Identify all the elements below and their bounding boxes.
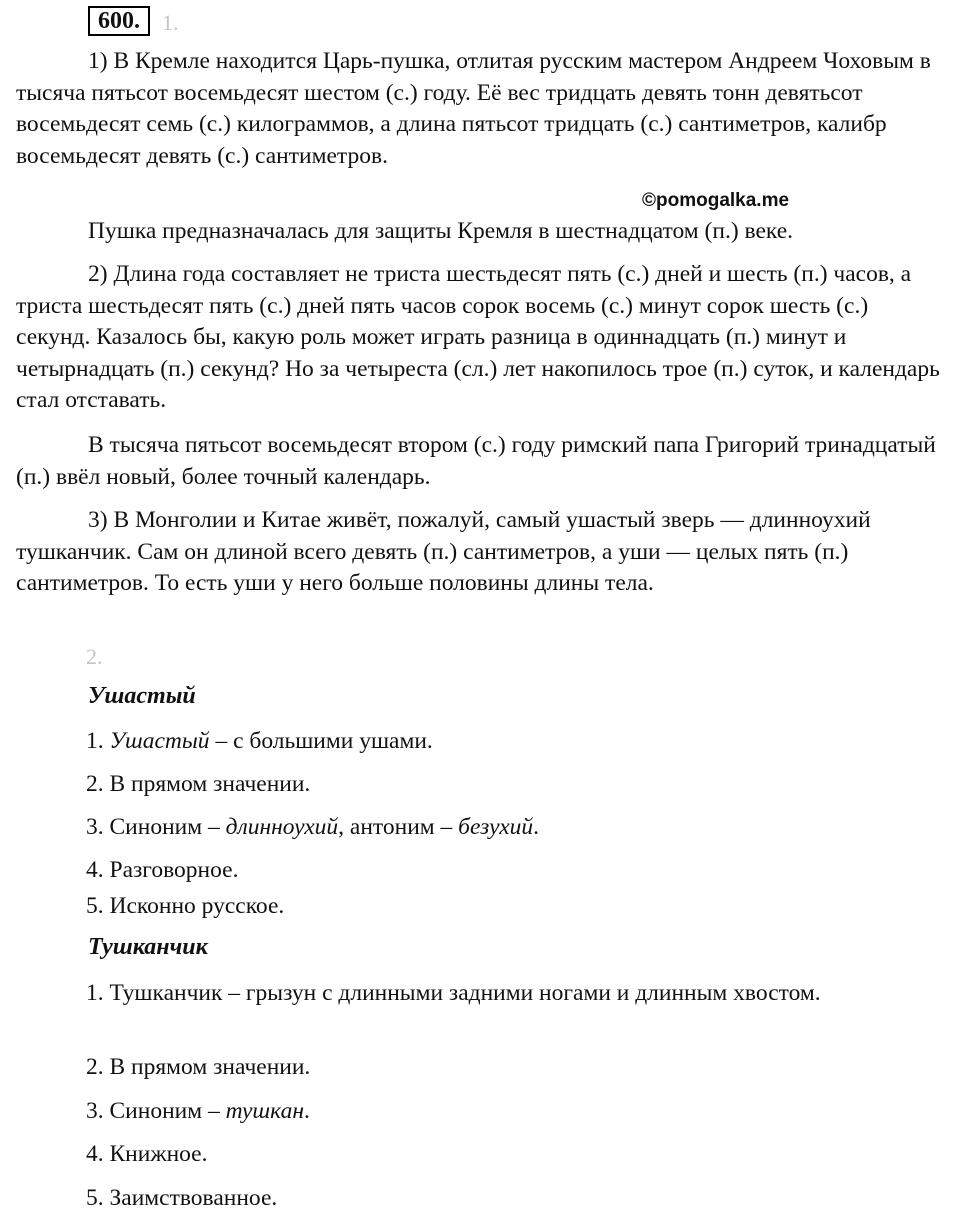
paragraph-4-text: В тысяча пятьсот восемьдесят втором (с.) году римский папа Григорий тринадцатый (п.) ввёл новый, более точный календарь. — [16, 432, 936, 490]
part2-label: 2. — [86, 644, 103, 669]
paragraph-3-text: 2) Длина года составляет не триста шестьдесят пять (с.) дней и шесть (п.) часов, а триста шестьдесят пять (с.) дней пять часов сорок восемь (с.) минут сорок шесть (с.) секунд. Казалось бы, какую роль может играть разница в одиннадцать (п.) минут и четырнадцать (п.) секунд? Но за четыреста (сл.) лет накопилось трое (п.) суток, и календарь стал отставать. — [16, 261, 940, 413]
term1-item-5: 5. Исконно русское. — [86, 893, 285, 919]
term1-item-1 — [86, 728, 433, 755]
part1-label: 1. — [162, 10, 179, 35]
term-title-tushkanchik: Тушканчик — [88, 934, 208, 960]
term2-synonym: тушкан — [225, 1098, 304, 1124]
term1-item-1-rest: – с большими ушами. — [209, 728, 433, 754]
paragraph-4 — [16, 430, 940, 493]
paragraph-5-text: 3) В Монголии и Китае живёт, пожалуй, самый ушастый зверь — длинноухий тушканчик. Сам он длиной всего девять (п.) сантиметров, а уши — целых пять (п.) сантиметров. То есть уши у него больше половины длины тела. — [16, 507, 871, 596]
term1-item-3-end: . — [533, 814, 540, 840]
term1-item-4: 4. Разговорное. — [86, 857, 239, 883]
term1-item-2: 2. В прямом значении. — [86, 771, 311, 797]
paragraph-2-text: Пушка предназначалась для защиты Кремля в шестнадцатом (п.) веке. — [88, 218, 794, 244]
term2-item-1-text: 1. Тушканчик – грызун с длинными задними ногами и длинным хвостом. — [86, 980, 821, 1006]
watermark: ©pomogalka.me — [642, 190, 790, 211]
term2-item-2: 2. В прямом значении. — [86, 1054, 311, 1080]
term2-item-3-end: . — [303, 1098, 310, 1124]
paragraph-3 — [16, 259, 940, 417]
exercise-number: 600. — [88, 6, 150, 36]
term1-item-3 — [86, 814, 539, 841]
term2-item-3-pre: 3. Синоним – — [86, 1098, 226, 1124]
term1-item-1-num: 1. — [86, 728, 104, 754]
term-title-ushastyi: Ушастый — [88, 683, 196, 709]
paragraph-1 — [16, 46, 940, 172]
term2-item-1 — [16, 978, 940, 1009]
term2-item-5: 5. Заимствованное. — [86, 1185, 278, 1211]
paragraph-1-text: 1) В Кремле находится Царь-пушка, отлитая русским мастером Андреем Чоховым в тысяча пятьсот восемьдесят шестом (с.) году. Её вес тридцать девять тонн девятьсот восемьдесят семь (с.) килограммов, а длина пятьсот тридцать (с.) сантиметров, калибр восемьдесят девять (с.) сантиметров. — [16, 48, 931, 169]
term1-item-1-word: Ушастый — [109, 728, 210, 754]
term1-item-3-pre: 3. Синоним – — [86, 814, 226, 840]
term1-synonym: длинноухий — [225, 814, 339, 840]
paragraph-5 — [16, 505, 940, 600]
term2-item-3 — [86, 1098, 310, 1125]
term1-antonym: безухий — [458, 814, 534, 840]
term2-item-4: 4. Книжное. — [86, 1141, 208, 1167]
paragraph-2 — [16, 216, 940, 248]
term1-item-3-mid: , антоним – — [338, 814, 459, 840]
